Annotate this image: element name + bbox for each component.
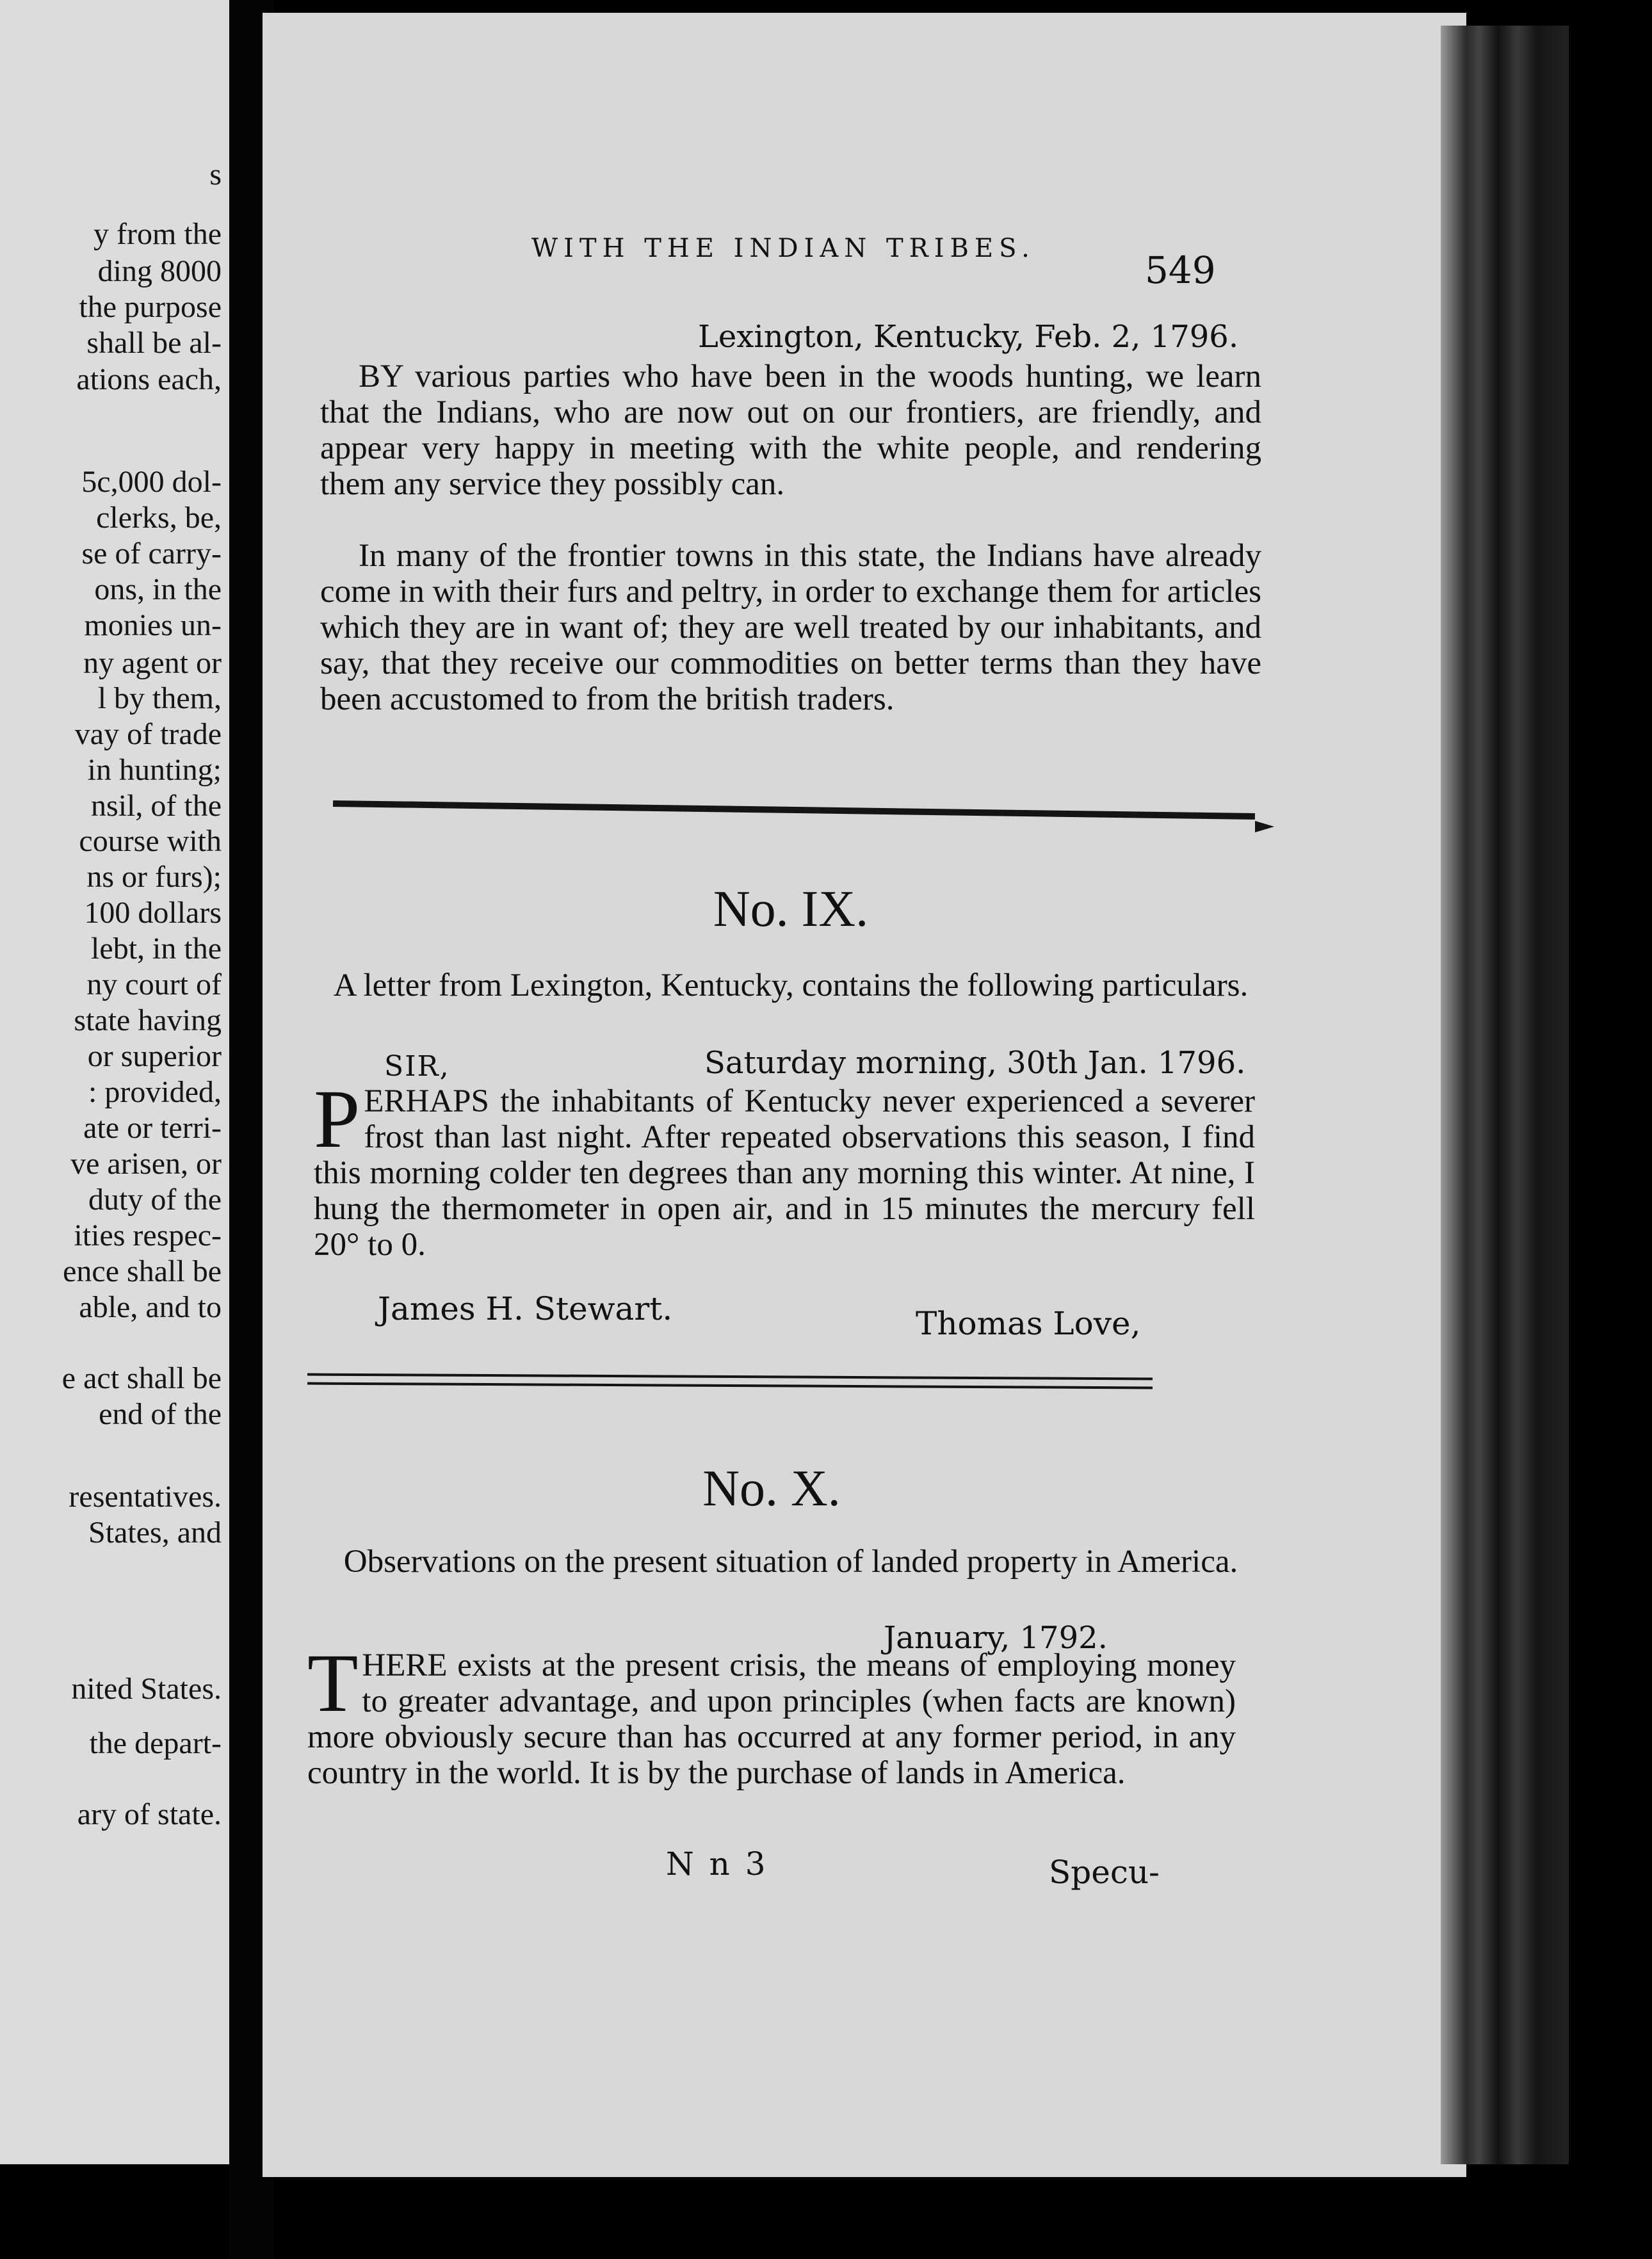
catchword: Specu-: [1049, 1854, 1160, 1891]
left-page-line: shall be al-: [86, 326, 222, 360]
left-page-line: ate or terri-: [83, 1111, 222, 1145]
signer-name: Thomas Love,: [916, 1305, 1141, 1342]
left-page-line: se of carry-: [81, 537, 222, 571]
left-page: [0, 0, 229, 2164]
drop-cap: T: [307, 1637, 359, 1729]
left-page-line: state having: [74, 1003, 222, 1037]
left-page-line: s: [209, 158, 222, 191]
section-divider-arrow: [333, 800, 1255, 820]
left-page-line: States, and: [88, 1516, 222, 1550]
left-page-line: the purpose: [79, 290, 222, 324]
left-page-line: ons, in the: [94, 572, 222, 606]
drop-cap: P: [314, 1073, 360, 1165]
section-description-x: Observations on the present situation of landed property in America.: [343, 1544, 1238, 1580]
salutation: SIR,: [384, 1050, 450, 1083]
double-rule-bottom: [307, 1382, 1153, 1389]
left-page-line: duty of the: [88, 1183, 222, 1217]
left-page-line: nited States.: [71, 1672, 222, 1706]
left-page-line: 100 dollars: [84, 896, 222, 930]
left-page-line: ities respec-: [74, 1219, 222, 1252]
left-page-line: ding 8000: [97, 254, 222, 288]
left-page-line: end of the: [99, 1397, 222, 1431]
essay-date: January, 1792.: [884, 1620, 1108, 1656]
left-page-line: resentatives.: [69, 1480, 222, 1514]
left-page-line: clerks, be,: [96, 501, 222, 535]
left-page-line: 5c,000 dol-: [81, 465, 222, 499]
letter-body-text: ERHAPS the inhabitants of Kentucky never experienced a severer frost than last night. After repeated observations this season, I find this morning colder ten degrees than any morning this winter. At nine, I hung the thermometer in open air, and in 15 minutes the mercury fell 20° to 0.: [314, 1083, 1255, 1263]
left-page-line: vay of trade: [74, 717, 222, 751]
page-edge-shadow: [1441, 26, 1569, 2164]
section-title-x: No. X.: [702, 1461, 841, 1517]
signer-name: James H. Stewart.: [378, 1290, 673, 1327]
left-page-line: ary of state.: [77, 1797, 222, 1831]
paragraph-frontier-towns: In many of the frontier towns in this state, the Indians have already come in with their furs and peltry, in order to exchange them for articles which they are in want of; they are well treated by our inhabitants, and say, that they receive our commodities on better terms than they have been accustomed to from the british traders.: [320, 538, 1261, 717]
section-title-ix: No. IX.: [713, 881, 869, 937]
essay-body-text: HERE exists at the present crisis, the means of employing money to greater advantage, and upon principles (when facts are known) more obviously secure than has occurred at any former period, in any country in the world. It is by the purchase of lands in America.: [307, 1648, 1236, 1791]
running-head: WITH THE INDIAN TRIBES.: [531, 234, 1035, 263]
left-page-line: : provided,: [88, 1075, 222, 1109]
left-page-line: able, and to: [79, 1290, 222, 1324]
left-page-line: l by them,: [97, 681, 222, 715]
left-page-line: ence shall be: [63, 1254, 222, 1288]
left-page-line: e act shall be: [61, 1361, 222, 1395]
letter-date: Saturday morning, 30th Jan. 1796.: [704, 1045, 1246, 1081]
dateline-lexington: Lexington, Kentucky, Feb. 2, 1796.: [698, 319, 1239, 355]
section-description-ix: A letter from Lexington, Kentucky, contains the following particulars.: [333, 968, 1249, 1003]
left-page-line: nsil, of the: [91, 789, 222, 823]
signature-mark: N n 3: [666, 1845, 768, 1882]
left-page-line: ns or furs);: [86, 860, 222, 894]
left-page-line: y from the: [93, 217, 222, 251]
paragraph-indians-friendly: BY various parties who have been in the woods hunting, we learn that the Indians, who are now out on our frontiers, are friendly, and appear very happy in meeting with the white people, and rendering them any service they possibly can.: [320, 359, 1261, 502]
double-rule-top: [307, 1373, 1153, 1380]
left-page-line: lebt, in the: [91, 932, 222, 966]
left-page-line: monies un-: [84, 608, 222, 642]
letter-body: [314, 1073, 1255, 1263]
left-page-line: ations each,: [76, 362, 222, 396]
left-page-line: ve arisen, or: [70, 1147, 222, 1181]
left-page-line: ny agent or: [83, 646, 222, 680]
right-page: [263, 13, 1466, 2177]
divider-arrow-head: [1255, 821, 1274, 832]
left-page-line: or superior: [87, 1039, 222, 1073]
left-page-line: course with: [79, 824, 222, 858]
left-page-line: ny court of: [86, 968, 222, 1001]
page-number: 549: [1145, 248, 1216, 292]
left-page-line: the depart-: [89, 1726, 222, 1760]
left-page-line: in hunting;: [87, 753, 222, 787]
